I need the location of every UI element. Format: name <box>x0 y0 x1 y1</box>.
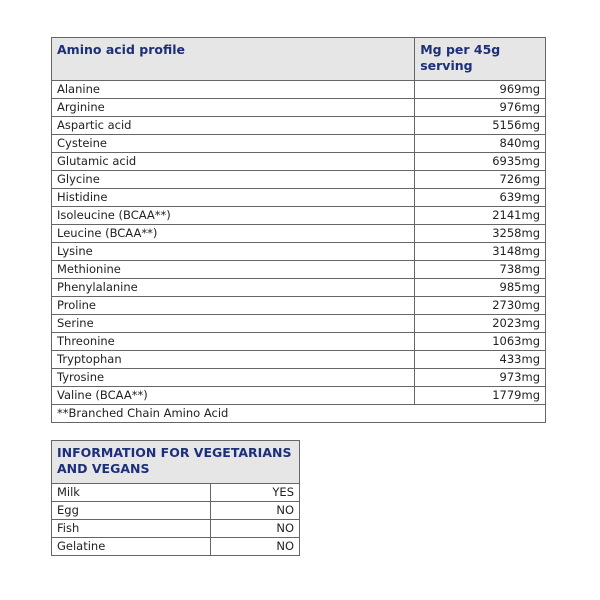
amino-value-cell: 985mg <box>415 279 546 297</box>
amino-value-cell: 6935mg <box>415 153 546 171</box>
amino-acid-profile-table <box>51 37 546 423</box>
amino-name-cell: Alanine <box>52 81 415 99</box>
amino-name-cell: Isoleucine (BCAA**) <box>52 207 415 225</box>
bcaa-footnote: **Branched Chain Amino Acid <box>52 405 546 423</box>
table-row <box>52 297 546 315</box>
table-row <box>52 369 546 387</box>
veg-value-cell: NO <box>211 502 300 520</box>
amino-name-cell: Aspartic acid <box>52 117 415 135</box>
amino-header-name: Amino acid profile <box>52 38 415 81</box>
amino-name-cell: Glutamic acid <box>52 153 415 171</box>
amino-name-cell: Methionine <box>52 261 415 279</box>
amino-value-cell: 976mg <box>415 99 546 117</box>
amino-value-cell: 639mg <box>415 189 546 207</box>
amino-value-cell: 3148mg <box>415 243 546 261</box>
table-row <box>52 315 546 333</box>
amino-value-cell: 840mg <box>415 135 546 153</box>
footnote-row <box>52 405 546 423</box>
table-row <box>52 171 546 189</box>
amino-value-cell: 433mg <box>415 351 546 369</box>
amino-value-cell: 5156mg <box>415 117 546 135</box>
table-row <box>52 243 546 261</box>
table-row <box>52 117 546 135</box>
amino-name-cell: Tyrosine <box>52 369 415 387</box>
amino-name-cell: Threonine <box>52 333 415 351</box>
amino-name-cell: Lysine <box>52 243 415 261</box>
veg-name-cell: Milk <box>52 484 211 502</box>
table-row <box>52 225 546 243</box>
table-row <box>52 261 546 279</box>
amino-value-cell: 1779mg <box>415 387 546 405</box>
veg-name-cell: Egg <box>52 502 211 520</box>
table-row <box>52 153 546 171</box>
amino-value-cell: 1063mg <box>415 333 546 351</box>
amino-value-cell: 969mg <box>415 81 546 99</box>
veg-header-row <box>52 441 300 484</box>
amino-value-cell: 3258mg <box>415 225 546 243</box>
veg-header: INFORMATION FOR VEGETARIANS AND VEGANS <box>52 441 300 484</box>
table-row <box>52 189 546 207</box>
amino-name-cell: Phenylalanine <box>52 279 415 297</box>
table-row <box>52 387 546 405</box>
veg-name-cell: Fish <box>52 520 211 538</box>
table-row <box>52 99 546 117</box>
veg-value-cell: NO <box>211 520 300 538</box>
amino-value-cell: 2141mg <box>415 207 546 225</box>
table-row <box>52 538 300 556</box>
amino-name-cell: Glycine <box>52 171 415 189</box>
veg-table-body <box>52 484 300 556</box>
amino-value-cell: 973mg <box>415 369 546 387</box>
amino-name-cell: Tryptophan <box>52 351 415 369</box>
amino-name-cell: Serine <box>52 315 415 333</box>
amino-value-cell: 738mg <box>415 261 546 279</box>
table-row <box>52 502 300 520</box>
amino-name-cell: Proline <box>52 297 415 315</box>
amino-value-cell: 726mg <box>415 171 546 189</box>
table-row <box>52 135 546 153</box>
amino-header-value: Mg per 45g serving <box>415 38 546 81</box>
table-row <box>52 207 546 225</box>
table-row <box>52 333 546 351</box>
table-row <box>52 520 300 538</box>
amino-name-cell: Valine (BCAA**) <box>52 387 415 405</box>
veg-value-cell: YES <box>211 484 300 502</box>
amino-header-row <box>52 38 546 81</box>
veg-value-cell: NO <box>211 538 300 556</box>
amino-value-cell: 2730mg <box>415 297 546 315</box>
amino-name-cell: Leucine (BCAA**) <box>52 225 415 243</box>
table-row <box>52 81 546 99</box>
amino-table-body <box>52 81 546 405</box>
veg-name-cell: Gelatine <box>52 538 211 556</box>
amino-name-cell: Arginine <box>52 99 415 117</box>
amino-name-cell: Cysteine <box>52 135 415 153</box>
vegetarian-vegan-info-table <box>51 440 300 556</box>
amino-name-cell: Histidine <box>52 189 415 207</box>
table-row <box>52 351 546 369</box>
table-row <box>52 484 300 502</box>
amino-value-cell: 2023mg <box>415 315 546 333</box>
table-row <box>52 279 546 297</box>
